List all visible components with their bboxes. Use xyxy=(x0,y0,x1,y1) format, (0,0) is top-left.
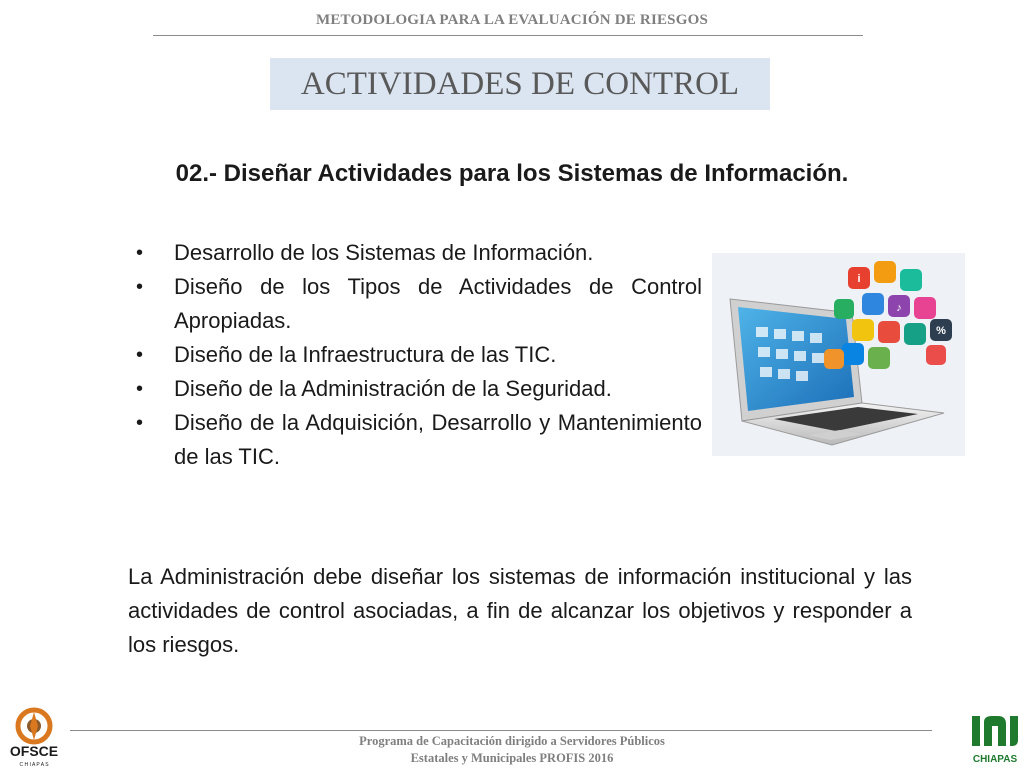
iap-logo xyxy=(966,712,1024,768)
footer-text xyxy=(0,733,1024,767)
svg-text:i: i xyxy=(857,273,861,285)
header-divider xyxy=(153,35,863,36)
bullet-list xyxy=(130,236,702,474)
laptop-apps-illustration xyxy=(712,253,965,456)
ofsce-logo-name: OFSCE xyxy=(9,743,59,759)
svg-text:♪: ♪ xyxy=(896,302,902,314)
ofsce-logo xyxy=(2,706,66,768)
iap-logo-sub: CHIAPAS xyxy=(972,754,1018,765)
bullet-item: • Diseño de los Tipos de Actividades de Control Apropiadas. xyxy=(130,270,702,338)
bullet-item: • Diseño de la Adquisición, Desarrollo y Mantenimiento de las TIC. xyxy=(130,406,702,474)
bullet-item: • Diseño de la Infraestructura de las TIC. xyxy=(130,338,702,372)
ofsce-logo-icon xyxy=(2,706,66,768)
section-title-box xyxy=(270,58,770,110)
svg-text:%: % xyxy=(936,325,946,337)
iap-logo-icon xyxy=(966,712,1024,768)
laptop-icon xyxy=(712,253,965,456)
footer-line-1: Programa de Capacitación dirigido a Servidores Públicos xyxy=(359,734,665,748)
footer-line-2: Estatales y Municipales PROFIS 2016 xyxy=(410,751,614,765)
body-paragraph: La Administración debe diseñar los sistemas de información institucional y las actividades de control asociadas, a fin de alcanzar los objetivos y responder a los riesgos. xyxy=(128,564,912,657)
section-title: ACTIVIDADES DE CONTROL xyxy=(300,65,740,102)
bullet-item: • Diseño de la Administración de la Seguridad. xyxy=(130,372,702,406)
bullet-item: • Desarrollo de los Sistemas de Información. xyxy=(130,236,702,270)
slide-subtitle: 02.- Diseñar Actividades para los Sistemas de Información. xyxy=(175,160,849,187)
footer-divider xyxy=(70,730,932,731)
header-title: METODOLOGIA PARA LA EVALUACIÓN DE RIESGOS xyxy=(315,12,709,28)
ofsce-logo-sub: C H I A P A S xyxy=(19,762,49,768)
